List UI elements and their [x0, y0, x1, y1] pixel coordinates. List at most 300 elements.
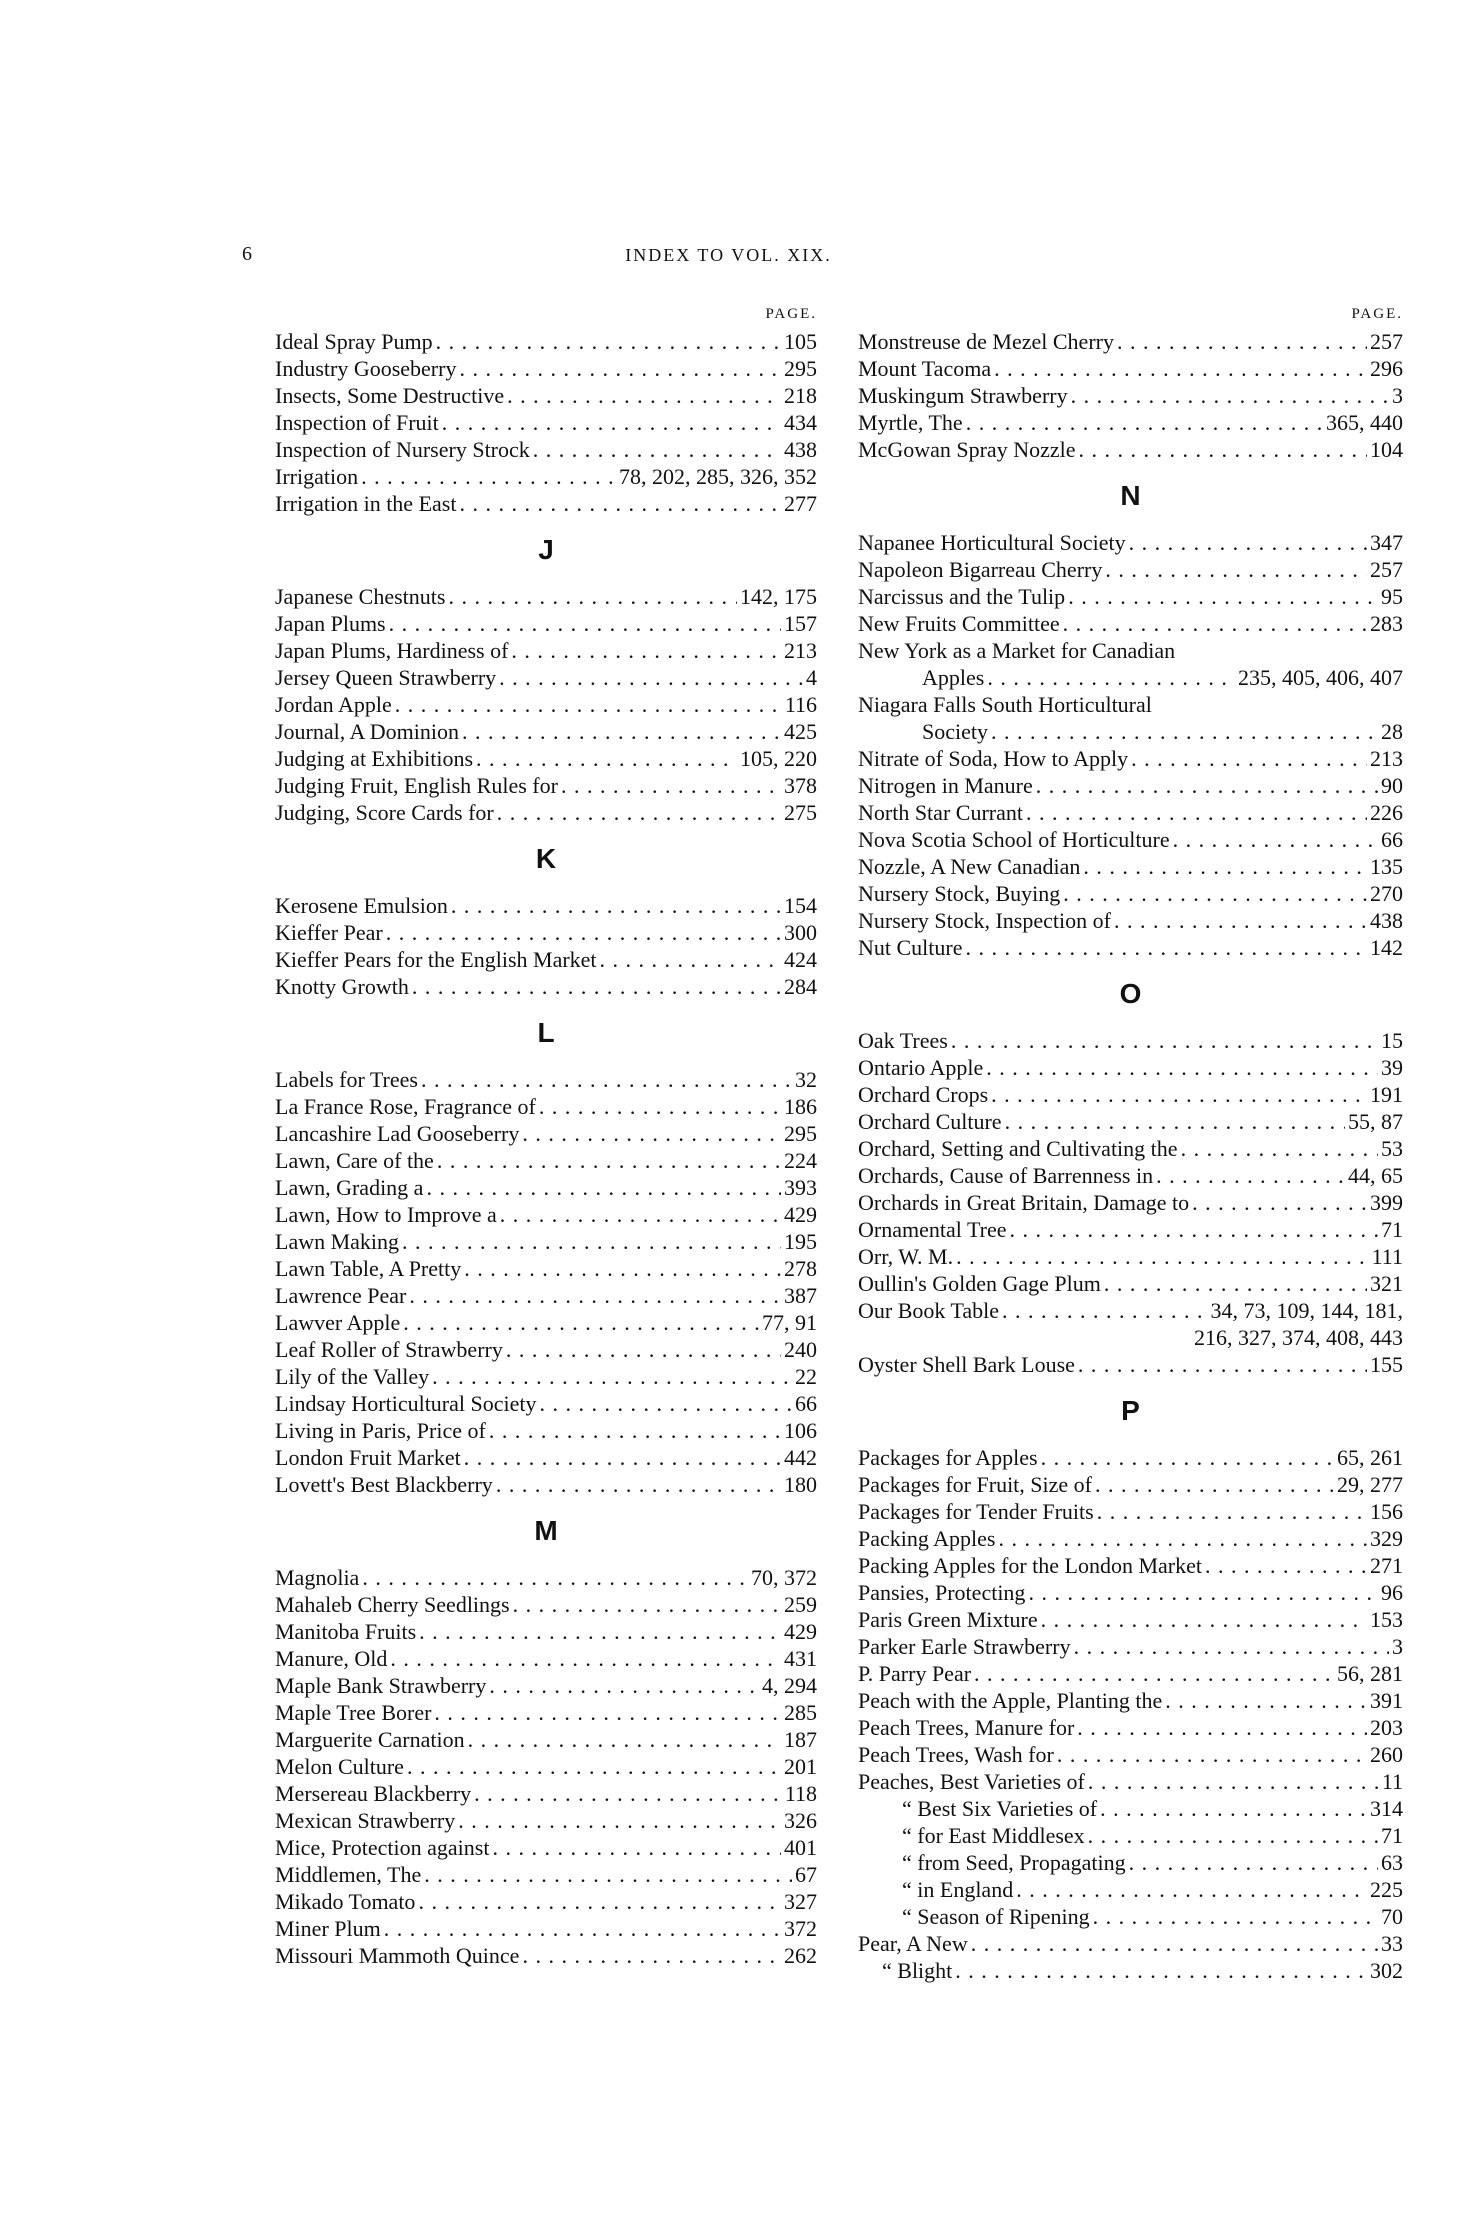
entry-title: Nitrogen in Manure: [858, 773, 1033, 798]
index-entry: [858, 1525, 1403, 1552]
entry-pages: 105, 220: [740, 746, 817, 771]
dot-leader: [489, 1672, 759, 1699]
index-entry: [858, 1795, 1403, 1822]
entry-title: Packing Apples: [858, 1526, 996, 1551]
entry-pages: 11: [1381, 1769, 1403, 1794]
dot-leader: [1036, 772, 1378, 799]
index-entry: [275, 892, 817, 919]
entry-title: Our Book Table: [858, 1298, 1000, 1323]
index-entry: [275, 583, 817, 610]
entry-title: Manure, Old: [275, 1646, 388, 1671]
index-entry: [275, 355, 817, 382]
index-section-n: [858, 529, 1403, 961]
entry-title: Nozzle, A New Canadian: [858, 854, 1081, 879]
dot-leader: [966, 409, 1323, 436]
index-entry: [858, 1270, 1403, 1297]
entry-title: Judging, Score Cards for: [275, 800, 494, 825]
entry-pages: 218: [784, 383, 817, 408]
entry-pages: 275: [784, 800, 817, 825]
entry-pages: 434: [784, 410, 817, 435]
index-entry: [275, 1336, 817, 1363]
dot-leader: [1079, 436, 1368, 463]
entry-title: Jordan Apple: [275, 692, 392, 717]
index-entry: [858, 1471, 1403, 1498]
entry-title: New York as a Market for Canadian: [858, 638, 1176, 663]
dot-leader: [1071, 382, 1389, 409]
dot-leader: [974, 1660, 1334, 1687]
entry-pages: 39: [1381, 1055, 1403, 1080]
index-section-m: [275, 1564, 817, 1969]
section-letter-k: K: [535, 843, 557, 874]
dot-leader: [1156, 1162, 1345, 1189]
entry-title: P. Parry Pear: [858, 1661, 972, 1686]
index-entry: [275, 1066, 817, 1093]
index-entry: [858, 880, 1403, 907]
dot-leader: [1016, 1876, 1367, 1903]
dot-leader: [464, 1255, 781, 1282]
dot-leader: [462, 718, 781, 745]
index-entry: [858, 1162, 1403, 1189]
entry-pages: 438: [784, 437, 817, 462]
section-letter-l: L: [537, 1017, 555, 1048]
index-entry: [858, 1768, 1403, 1795]
dot-leader: [474, 1780, 782, 1807]
entry-title: Mersereau Blackberry: [275, 1781, 472, 1806]
entry-title: Ornamental Tree: [858, 1217, 1007, 1242]
entry-title: Irrigation in the East: [275, 491, 457, 516]
entry-title: Niagara Falls South Horticultural: [858, 692, 1152, 717]
dot-leader: [1074, 1633, 1389, 1660]
entry-pages: 259: [784, 1592, 817, 1617]
entry-pages: 96: [1381, 1580, 1403, 1605]
index-entry: [858, 1957, 1403, 1984]
dot-leader: [458, 1807, 781, 1834]
index-entry: [858, 934, 1403, 961]
section-letter-j: J: [538, 534, 554, 565]
index-entry: [275, 1780, 817, 1807]
entry-title: Journal, A Dominion: [275, 719, 459, 744]
entry-pages: 28: [1381, 719, 1403, 744]
index-entry: [275, 1093, 817, 1120]
entry-title: Packages for Fruit, Size of: [858, 1472, 1092, 1497]
entry-pages: 33: [1381, 1931, 1403, 1956]
entry-title: Labels for Trees: [275, 1067, 418, 1092]
dot-leader: [986, 1054, 1378, 1081]
entry-title: Marguerite Carnation: [275, 1727, 465, 1752]
dot-leader: [511, 637, 781, 664]
index-entry: [858, 1135, 1403, 1162]
dot-leader: [533, 436, 781, 463]
entry-pages: 424: [784, 947, 817, 972]
entry-pages: 63: [1381, 1850, 1403, 1875]
entry-pages: 71: [1381, 1217, 1403, 1242]
entry-title: Lancashire Lad Gooseberry: [275, 1121, 520, 1146]
index-entry: [858, 1498, 1403, 1525]
dot-leader: [1117, 328, 1367, 355]
index-entry: [275, 1228, 817, 1255]
entry-pages: 186: [784, 1094, 817, 1119]
dot-leader: [561, 772, 781, 799]
entry-pages: 70, 372: [751, 1565, 817, 1590]
dot-leader: [436, 328, 781, 355]
dot-leader: [1088, 1768, 1379, 1795]
index-section-j: [275, 583, 817, 826]
dot-leader: [386, 919, 781, 946]
entry-title: Lawrence Pear: [275, 1283, 407, 1308]
entry-pages: 391: [1370, 1688, 1403, 1713]
entry-title: Japanese Chestnuts: [275, 584, 446, 609]
entry-title: Orr, W. M.: [858, 1244, 954, 1269]
entry-title: Parker Earle Strawberry: [858, 1634, 1071, 1659]
entry-pages: 216, 327, 374, 408, 443: [1194, 1325, 1403, 1350]
entry-pages: 257: [1370, 329, 1403, 354]
dot-leader: [1041, 1606, 1367, 1633]
dot-leader: [434, 1699, 781, 1726]
page-column-label: PAGE.: [1351, 306, 1403, 322]
dot-leader: [1181, 1135, 1378, 1162]
dot-leader: [540, 1390, 793, 1417]
entry-title: Jersey Queen Strawberry: [275, 665, 497, 690]
index-entry: [858, 529, 1403, 556]
entry-pages: 22: [795, 1364, 817, 1389]
entry-pages: 431: [784, 1646, 817, 1671]
index-entry: [858, 436, 1403, 463]
entry-pages: 295: [784, 1121, 817, 1146]
entry-pages: 429: [784, 1202, 817, 1227]
dot-leader: [539, 1093, 781, 1120]
entry-pages: 191: [1370, 1082, 1403, 1107]
dot-leader: [1083, 853, 1367, 880]
dot-leader: [522, 1120, 781, 1147]
index-entry: [858, 664, 1403, 691]
index-entry: [275, 1753, 817, 1780]
index-entry: [275, 1120, 817, 1147]
index-entry: [858, 1903, 1403, 1930]
entry-title: Pansies, Protecting: [858, 1580, 1026, 1605]
entry-title: Lovett's Best Blackberry: [275, 1472, 493, 1497]
entry-pages: 142, 175: [740, 584, 817, 609]
dot-leader: [361, 463, 616, 490]
index-entry: [858, 637, 1403, 664]
dot-leader: [402, 1228, 781, 1255]
entry-pages: 71: [1381, 1823, 1403, 1848]
dot-leader: [1129, 1849, 1378, 1876]
index-entry: [275, 1699, 817, 1726]
index-entry: [858, 382, 1403, 409]
dot-leader: [506, 1336, 781, 1363]
entry-pages: 347: [1370, 530, 1403, 555]
entry-title: Orchards, Cause of Barrenness in: [858, 1163, 1154, 1188]
index-entry: [275, 1564, 817, 1591]
entry-pages: 65, 261: [1337, 1445, 1403, 1470]
dot-leader: [489, 1417, 781, 1444]
dot-leader: [419, 1618, 781, 1645]
dot-leader: [424, 1861, 792, 1888]
entry-pages: 153: [1370, 1607, 1403, 1632]
entry-pages: 104: [1370, 437, 1403, 462]
entry-title: Ontario Apple: [858, 1055, 984, 1080]
index-entry: [275, 1255, 817, 1282]
dot-leader: [1100, 1795, 1367, 1822]
entry-title: Mahaleb Cherry Seedlings: [275, 1592, 510, 1617]
dot-leader: [437, 1147, 781, 1174]
dot-leader: [1063, 610, 1367, 637]
index-entry: [275, 436, 817, 463]
entry-title: Irrigation: [275, 464, 359, 489]
entry-pages: 213: [784, 638, 817, 663]
entry-pages: 15: [1381, 1028, 1403, 1053]
entry-pages: 257: [1370, 557, 1403, 582]
entry-title: Pear, A New: [858, 1931, 968, 1956]
entry-pages: 53: [1381, 1136, 1403, 1161]
dot-leader: [1129, 529, 1367, 556]
entry-pages: 95: [1381, 584, 1403, 609]
entry-title: Oullin's Golden Gage Plum: [858, 1271, 1101, 1296]
entry-title: Manitoba Fruits: [275, 1619, 417, 1644]
index-entry: [275, 382, 817, 409]
index-section-i: [275, 328, 817, 517]
index-entry: [858, 772, 1403, 799]
right-index-column: [858, 306, 1403, 1984]
dot-leader: [1078, 1351, 1367, 1378]
index-entry: [858, 1633, 1403, 1660]
dot-leader: [1028, 1579, 1378, 1606]
entry-pages: 378: [784, 773, 817, 798]
dot-leader: [497, 799, 781, 826]
dot-leader: [987, 664, 1235, 691]
dot-leader: [451, 892, 781, 919]
dot-leader: [468, 1726, 781, 1753]
index-entry: [858, 1714, 1403, 1741]
entry-title: Lindsay Horticultural Society: [275, 1391, 537, 1416]
dot-leader: [1097, 1498, 1367, 1525]
index-entry: [858, 745, 1403, 772]
index-entry: [275, 328, 817, 355]
entry-title: London Fruit Market: [275, 1445, 461, 1470]
index-entry: [858, 1687, 1403, 1714]
index-entry: [275, 745, 817, 772]
entry-title: Oyster Shell Bark Louse: [858, 1352, 1075, 1377]
entry-title: Mikado Tomato: [275, 1889, 416, 1914]
entry-title: “ for East Middlesex: [902, 1823, 1085, 1848]
index-entry: [858, 1189, 1403, 1216]
index-entry: [275, 1645, 817, 1672]
entry-pages: 399: [1370, 1190, 1403, 1215]
entry-title: Packages for Tender Fruits: [858, 1499, 1094, 1524]
entry-pages: 78, 202, 285, 326, 352: [619, 464, 817, 489]
entry-title: Paris Green Mixture: [858, 1607, 1038, 1632]
index-entry: [275, 1726, 817, 1753]
entry-title: Japan Plums: [275, 611, 386, 636]
entry-pages: 240: [784, 1337, 817, 1362]
entry-title: “ Best Six Varieties of: [902, 1796, 1098, 1821]
index-entry: [858, 1027, 1403, 1054]
dot-leader: [476, 745, 737, 772]
index-entry: [858, 1552, 1403, 1579]
entry-title: Knotty Growth: [275, 974, 409, 999]
dot-leader: [389, 610, 781, 637]
index-entry: [275, 1618, 817, 1645]
index-entry: [275, 973, 817, 1000]
entry-title: Peach Trees, Manure for: [858, 1715, 1075, 1740]
index-entry: [858, 691, 1403, 718]
entry-pages: 271: [1370, 1553, 1403, 1578]
index-section-o: [858, 1027, 1403, 1378]
index-entry: [858, 610, 1403, 637]
dot-leader: [409, 1282, 781, 1309]
index-entry: [275, 1390, 817, 1417]
index-entry: [858, 907, 1403, 934]
index-entry: [275, 1915, 817, 1942]
index-entry: [275, 1174, 817, 1201]
entry-pages: 277: [784, 491, 817, 516]
entry-title: New Fruits Committee: [858, 611, 1060, 636]
entry-pages: 56, 281: [1337, 1661, 1403, 1686]
dot-leader: [1192, 1189, 1367, 1216]
dot-leader: [951, 1027, 1378, 1054]
index-entry: [858, 583, 1403, 610]
dot-leader: [496, 1471, 781, 1498]
index-entry: [858, 409, 1403, 436]
dot-leader: [999, 1525, 1368, 1552]
entry-pages: 225: [1370, 1877, 1403, 1902]
entry-title: Peach Trees, Wash for: [858, 1742, 1054, 1767]
index-entry: [858, 853, 1403, 880]
entry-title: Orchard, Setting and Cultivating the: [858, 1136, 1178, 1161]
index-entry: [275, 799, 817, 826]
index-entry: [275, 718, 817, 745]
dot-leader: [956, 1243, 1369, 1270]
entry-pages: 401: [784, 1835, 817, 1860]
entry-pages: 180: [784, 1472, 817, 1497]
index-entry: [275, 1282, 817, 1309]
entry-title: Society: [922, 719, 988, 744]
entry-title: Ideal Spray Pump: [275, 329, 433, 354]
index-entry: [858, 1324, 1403, 1351]
entry-pages: 365, 440: [1326, 410, 1403, 435]
entry-title: Nitrate of Soda, How to Apply: [858, 746, 1129, 771]
entry-title: Kieffer Pears for the English Market: [275, 947, 597, 972]
entry-title: Oak Trees: [858, 1028, 948, 1053]
entry-pages: 262: [784, 1943, 817, 1968]
entry-title: Lawn Table, A Pretty: [275, 1256, 462, 1281]
entry-title: Packages for Apples: [858, 1445, 1038, 1470]
dot-leader: [971, 1930, 1378, 1957]
dot-leader: [1131, 745, 1367, 772]
dot-leader: [395, 691, 782, 718]
index-entry: [275, 772, 817, 799]
index-entry: [275, 1444, 817, 1471]
entry-pages: 372: [784, 1916, 817, 1941]
entry-title: Peach with the Apple, Planting the: [858, 1688, 1163, 1713]
index-entry: [275, 1861, 817, 1888]
dot-leader: [1104, 1270, 1367, 1297]
entry-pages: 296: [1370, 356, 1403, 381]
entry-title: Monstreuse de Mezel Cherry: [858, 329, 1114, 354]
entry-pages: 32: [795, 1067, 817, 1092]
dot-leader: [1173, 826, 1378, 853]
dot-leader: [1041, 1444, 1334, 1471]
entry-pages: 300: [784, 920, 817, 945]
index-entry: [858, 1081, 1403, 1108]
dot-leader: [426, 1174, 781, 1201]
index-entry: [858, 1930, 1403, 1957]
entry-pages: 260: [1370, 1742, 1403, 1767]
entry-pages: 106: [784, 1418, 817, 1443]
entry-pages: 195: [784, 1229, 817, 1254]
index-entry: [858, 1351, 1403, 1378]
entry-pages: 135: [1370, 854, 1403, 879]
entry-pages: 327: [784, 1889, 817, 1914]
entry-title: Packing Apples for the London Market: [858, 1553, 1202, 1578]
entry-pages: 156: [1370, 1499, 1403, 1524]
entry-pages: 438: [1370, 908, 1403, 933]
index-entry: [275, 664, 817, 691]
index-entry: [275, 490, 817, 517]
dot-leader: [955, 1957, 1367, 1984]
entry-title: Apples: [922, 665, 985, 690]
entry-title: Miner Plum: [275, 1916, 381, 1941]
entry-pages: 3: [1392, 383, 1403, 408]
entry-pages: 111: [1371, 1244, 1403, 1269]
entry-title: Maple Tree Borer: [275, 1700, 432, 1725]
entry-pages: 203: [1370, 1715, 1403, 1740]
entry-title: “ in England: [902, 1877, 1014, 1902]
entry-pages: 226: [1370, 800, 1403, 825]
entry-pages: 154: [784, 893, 817, 918]
entry-pages: 295: [784, 356, 817, 381]
entry-pages: 55, 87: [1348, 1109, 1403, 1134]
entry-title: Insects, Some Destructive: [275, 383, 505, 408]
dot-leader: [966, 934, 1368, 961]
entry-title: Melon Culture: [275, 1754, 404, 1779]
entry-title: Missouri Mammoth Quince: [275, 1943, 520, 1968]
entry-title: Lawn, How to Improve a: [275, 1202, 497, 1227]
index-entry: [275, 1363, 817, 1390]
entry-pages: 70: [1381, 1904, 1403, 1929]
entry-pages: 429: [784, 1619, 817, 1644]
index-entry: [275, 1888, 817, 1915]
index-entry: [858, 799, 1403, 826]
dot-leader: [500, 1201, 781, 1228]
index-entry: [858, 328, 1403, 355]
dot-leader: [459, 355, 781, 382]
index-entry: [858, 1579, 1403, 1606]
index-entry: [858, 1822, 1403, 1849]
entry-pages: 278: [784, 1256, 817, 1281]
entry-title: Industry Gooseberry: [275, 356, 457, 381]
index-entry: [275, 1201, 817, 1228]
index-entry: [275, 1672, 817, 1699]
entry-pages: 66: [795, 1391, 817, 1416]
dot-leader: [432, 1363, 792, 1390]
dot-leader: [1057, 1741, 1367, 1768]
entry-pages: 326: [784, 1808, 817, 1833]
entry-title: Maple Bank Strawberry: [275, 1673, 487, 1698]
entry-pages: 235, 405, 406, 407: [1238, 665, 1403, 690]
index-entry: [858, 1216, 1403, 1243]
entry-pages: 213: [1370, 746, 1403, 771]
page-column-label: PAGE.: [765, 306, 817, 322]
entry-pages: 314: [1370, 1796, 1403, 1821]
dot-leader: [1093, 1903, 1378, 1930]
entry-title: Lawn, Care of the: [275, 1148, 434, 1173]
index-entry: [858, 556, 1403, 583]
dot-leader: [418, 1888, 781, 1915]
entry-title: Living in Paris, Price of: [275, 1418, 486, 1443]
entry-title: Peaches, Best Varieties of: [858, 1769, 1085, 1794]
dot-leader: [362, 1564, 748, 1591]
